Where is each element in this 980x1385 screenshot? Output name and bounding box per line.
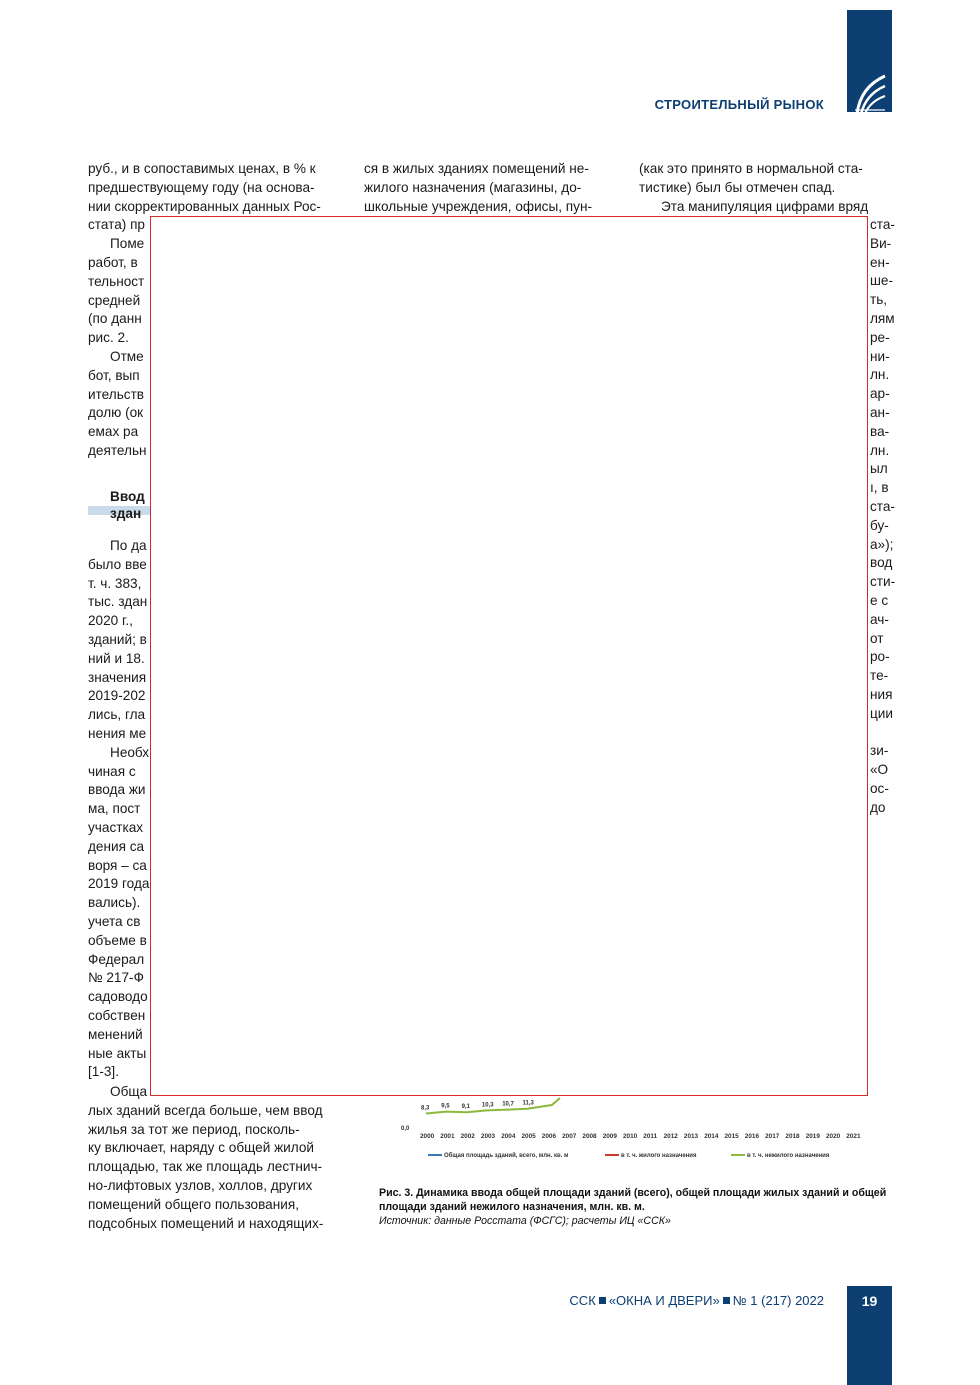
text-fragment: бу-	[870, 517, 889, 533]
x-tick-label: 2015	[724, 1133, 739, 1140]
legend-swatch	[731, 1154, 745, 1156]
paragraph: По да было вве т. ч. 383, тыс. здан 2020 г., зданий; в ний и 18. значения 2019-202 лись, гла нения ме	[88, 538, 148, 741]
paragraph: ся в жилых зданиях помещений не- жилого назначения (магазины, до- школьные учреждения, офисы, пун-	[364, 161, 592, 214]
text-fragment: лн.	[870, 442, 890, 458]
x-tick-label: 2003	[480, 1133, 496, 1140]
text-column-2	[364, 160, 618, 216]
page-number-tab	[847, 1286, 892, 1385]
legend-swatch	[428, 1154, 442, 1156]
x-tick-label: 2009	[602, 1133, 617, 1140]
legend-label: Общая площадь зданий, всего, млн. кв. м	[444, 1153, 569, 1159]
text-fragment: ре-	[870, 329, 890, 345]
paragraph: Поме работ, в тельност средней (по данн рис. 2.	[88, 236, 145, 346]
text-fragment: е с	[870, 592, 889, 608]
x-tick-label: 2020	[826, 1133, 841, 1140]
footer-issue-number: № 1 (217) 2022	[732, 1293, 824, 1308]
footer-journal-abbr: ССК	[569, 1293, 596, 1308]
text-fragment: ан-	[870, 404, 890, 420]
text-fragment: ар-	[870, 386, 890, 402]
paragraph: Обща лых зданий всегда больше, чем ввод жилья за тот же период, посколь- ку включает, наряду с общей жилой площадью, так же площадь лестнич- но-лифтовых узлов, холлов, других помещений общего пользования, подсобных помещений и находящих-	[88, 1084, 324, 1231]
legend-swatch	[605, 1154, 619, 1156]
text-fragment: вод	[870, 555, 893, 571]
data-label: 11,3	[522, 1100, 534, 1107]
text-fragment: до	[870, 799, 886, 815]
paragraph: Необх чиная с ввода жи ма, пост участках дения са воря – са 2019 года вались). учета св объеме в Федерал № 217-Ф садоводо собствен менений ные акты [1-3].	[88, 744, 150, 1080]
x-tick-label: 2021	[846, 1133, 861, 1140]
square-bullet-icon	[723, 1297, 730, 1304]
section-subheading: Ввод здан	[88, 488, 342, 522]
text-fragment: лн.	[870, 367, 890, 383]
text-column-1-bottom	[88, 1083, 342, 1233]
data-label: 10,3	[481, 1102, 494, 1109]
text-fragment: ше-	[870, 273, 893, 289]
text-fragment: ни-	[870, 348, 890, 364]
text-fragment: ı, в	[870, 480, 889, 496]
legend-label: в т. ч. нежилого назначения	[747, 1153, 830, 1159]
x-tick-label: 2007	[562, 1133, 577, 1140]
y-axis-zero-label: 0,0	[401, 1126, 410, 1132]
text-fragment: Ви-	[870, 235, 892, 251]
paragraph: Отме бот, вып ительств долю (ок емах ра деятельн	[88, 348, 147, 458]
text-fragment: ен-	[870, 254, 890, 270]
x-tick-label: 2011	[643, 1133, 658, 1140]
x-tick-label: 2004	[501, 1133, 516, 1140]
redacted-area	[150, 216, 868, 1096]
text-fragment: сти-	[870, 574, 896, 590]
text-column-3-fragments	[870, 216, 894, 818]
legend-item	[731, 1153, 829, 1159]
figure-source: Источник: данные Росстата (ФСГС); расчеты ИЦ «ССК»	[379, 1215, 671, 1227]
x-tick-label: 2017	[765, 1133, 780, 1140]
text-fragment: те-	[870, 668, 889, 684]
header-tab	[847, 10, 892, 112]
section-title: СТРОИТЕЛЬНЫЙ РЫНОК	[654, 97, 824, 112]
x-tick-label: 2008	[582, 1133, 597, 1140]
x-tick-label: 2010	[623, 1133, 638, 1140]
text-fragment: а»);	[870, 536, 894, 552]
text-fragment: ции	[870, 705, 893, 721]
text-fragment: ва-	[870, 423, 890, 439]
text-column-3	[639, 160, 893, 216]
x-tick-label: 2002	[460, 1133, 475, 1140]
data-label: 8,3	[421, 1105, 430, 1112]
footer-journal-name: «ОКНА И ДВЕРИ»	[608, 1293, 720, 1308]
data-label: 9,5	[441, 1103, 450, 1110]
footer-issue-info	[569, 1293, 824, 1308]
x-tick-label: 2005	[521, 1133, 536, 1140]
text-fragment: ния	[870, 686, 893, 702]
text-fragment: ста-	[870, 498, 895, 514]
text-fragment: зи-	[870, 743, 889, 759]
figure-caption: Рис. 3. Динамика ввода общей площади зданий (всего), общей площади жилых зданий и общей площади зданий нежилого назначения, млн. кв. м.	[379, 1187, 887, 1213]
paragraph: (как это принято в нормальной ста- тистике) был бы отмечен спад.	[639, 161, 863, 195]
text-fragment: лям	[870, 310, 895, 326]
x-tick-label: 2006	[541, 1133, 557, 1140]
data-label: 10,7	[502, 1101, 514, 1108]
text-fragment: от	[870, 630, 884, 646]
x-tick-label: 2018	[785, 1133, 800, 1140]
page-number: 19	[861, 1293, 878, 1309]
x-tick-label: 2013	[683, 1133, 699, 1140]
text-fragment: ста-	[870, 217, 895, 232]
text-fragment: «О	[870, 762, 889, 778]
x-tick-label: 2014	[704, 1133, 719, 1140]
ssk-wheat-logo-icon	[851, 70, 889, 118]
legend-item	[428, 1153, 568, 1159]
text-fragment: ач-	[870, 611, 889, 627]
x-tick-label: 2000	[420, 1133, 435, 1140]
legend-label: в т. ч. жилого назначения	[621, 1153, 697, 1159]
data-label: 9,1	[461, 1104, 470, 1111]
square-bullet-icon	[599, 1297, 606, 1304]
x-tick-label: 2016	[744, 1133, 760, 1140]
paragraph: Эта манипуляция цифрами вряд	[661, 198, 869, 214]
x-tick-label: 2001	[440, 1133, 455, 1140]
text-fragment: ро-	[870, 649, 890, 665]
x-tick-label: 2019	[805, 1133, 820, 1140]
paragraph: руб., и в сопоставимых ценах, в % к предшествующему году (на основа- нии скорректированных данных Рос- стата) пр	[88, 161, 321, 233]
legend-item	[605, 1153, 696, 1159]
text-fragment: ть,	[870, 292, 888, 308]
text-fragment: ыл	[870, 461, 888, 477]
text-fragment: ос-	[870, 780, 889, 796]
x-tick-label: 2012	[663, 1133, 678, 1140]
